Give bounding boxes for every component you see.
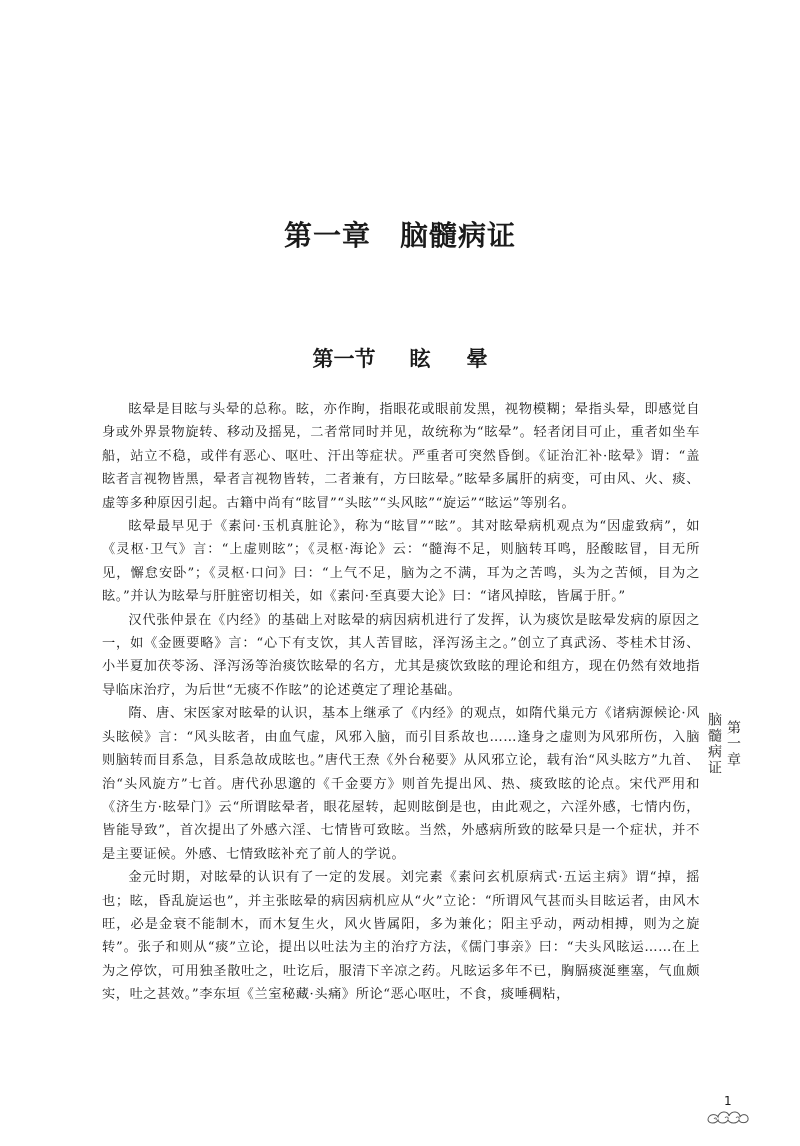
chapter-title: 第一章 脑髓病证 [283,219,516,252]
section-prefix: 第一节 [312,346,376,371]
section-title [0,343,800,373]
side-tab-chapter: 第一章 [725,720,741,768]
cloud-ornament-icon [706,1104,750,1126]
paragraph: 眩晕是目眩与头晕的总称。眩，亦作眴，指眼花或眼前发黑，视物模糊；晕指头晕，即感觉自身或外界景物旋转、移动及摇晃，二者常同时并见，故统称为“眩晕”。轻者闭目可止，重者如坐车船，站立不稳，或伴有恶心、呕吐、汗出等症状。严重者可突然昏倒。《证治汇补·眩晕》谓：“盖眩者言视物皆黑，晕者言视物皆转，二者兼有，方曰眩晕。”眩晕多属肝的病变，可由风、火、痰、虚等多种原因引起。古籍中尚有“眩冒”“头眩”“头风眩”“旋运”“眩运”等别名。 [102,402,700,511]
side-tab-topic: 脑髓病证 [706,712,722,776]
paragraph: 隋、唐、宋医家对眩晕的认识，基本上继承了《内经》的观点，如隋代巢元方《诸病源候论·风头眩候》言：“风头眩者，由血气虚，风邪入脑，而引目系故也……逢身之虚则为风邪所伤，入脑则脑转而目系急，目系急故成眩也。”唐代王焘《外台秘要》从风邪立论，载有治“风头眩方”九首、治“头风旋方”七首。唐代孙思邈的《千金要方》则首先提出风、热、痰致眩的论点。宋代严用和《济生方·眩晕门》云“所谓眩晕者，眼花屋转，起则眩倒是也，由此观之，六淫外感，七情内伤，皆能导致”，首次提出了外感六淫、七情皆可致眩。当然，外感病所致的眩晕只是一个症状，并不是主要证候。外感、七情致眩补充了前人的学说。 [102,706,700,862]
side-chapter-tab [706,712,742,776]
paragraph: 汉代张仲景在《内经》的基础上对眩晕的病因病机进行了发挥，认为痰饮是眩晕发病的原因之一，如《金匮要略》言：“心下有支饮，其人苦冒眩，泽泻汤主之。”创立了真武汤、苓桂术甘汤、小半夏加茯苓汤、泽泻汤等治痰饮眩晕的名方，尤其是痰饮致眩的理论和组方，现在仍然有效地指导临床治疗，为后世“无痰不作眩”的论述奠定了理论基础。 [102,612,700,698]
section-word-1: 眩 [409,346,431,371]
section-word-2: 晕 [466,346,488,371]
paragraph: 金元时期，对眩晕的认识有了一定的发展。刘完素《素问玄机原病式·五运主病》谓“掉，摇也；眩，昏乱旋运也”，并主张眩晕的病因病机应从“火”立论：“所谓风气甚而头目眩运者，由风木旺，必是金衰不能制木，而木复生火，风火皆属阳，多为兼化；阳主乎动，两动相搏，则为之旋转”。张子和则从“痰”立论，提出以吐法为主的治疗方法，《儒门事亲》曰：“夫头风眩运……在上为之停饮，可用独圣散吐之，吐讫后，服清下辛凉之药。凡眩运多年不已，胸膈痰涎壅塞，气血颇实，吐之甚效。”李东垣《兰室秘藏·头痛》所论“恶心呕吐，不食，痰唾稠粘， [102,870,700,1003]
body-text [102,398,700,1007]
page-number: 1 [724,1094,732,1108]
paragraph: 眩晕最早见于《素问·玉机真脏论》，称为“眩冒”“眩”。其对眩晕病机观点为“因虚致病”，如《灵枢·卫气》言：“上虚则眩”；《灵枢·海论》云：“髓海不足，则脑转耳鸣，胫酸眩冒，目无所见，懈怠安卧”；《灵枢·口问》曰：“上气不足，脑为之不满，耳为之苦鸣，头为之苦倾，目为之眩。”并认为眩晕与肝脏密切相关，如《素问·至真要大论》曰：“诸风掉眩，皆属于肝。” [102,519,700,605]
